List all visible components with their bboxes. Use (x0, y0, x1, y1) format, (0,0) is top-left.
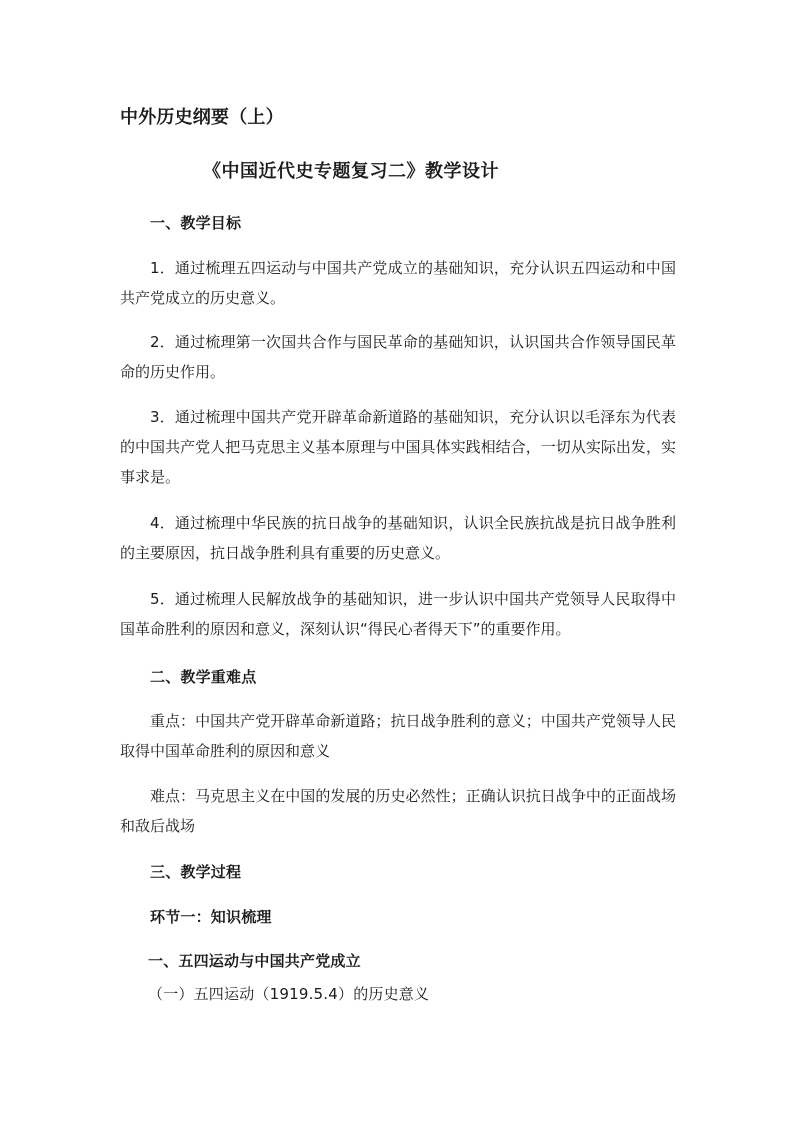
key-points: 重点：中国共产党开辟革命新道路；抗日战争胜利的意义；中国共产党领导人民取得中国革命胜利的原因和意义 (120, 712, 676, 760)
goal-item-2: 2．通过梳理第一次国共合作与国民革命的基础知识，认识国共合作领导国民革命的历史作用。 (120, 333, 676, 381)
goal-item-5: 5．通过梳理人民解放战争的基础知识，进一步认识中国共产党领导人民取得中国革命胜利的原因和意义，深刻认识“得民心者得天下”的重要作用。 (120, 590, 676, 638)
difficult-points: 难点：马克思主义在中国的发展的历史必然性；正确认识抗日战争中的正面战场和敌后战场 (120, 787, 676, 835)
goal-item-1: 1．通过梳理五四运动与中国共产党成立的基础知识，充分认识五四运动和中国共产党成立的历史意义。 (120, 259, 676, 307)
topic-heading: 一、五四运动与中国共产党成立 (148, 952, 361, 970)
goal-item-4: 4．通过梳理中华民族的抗日战争的基础知识，认识全民族抗战是抗日战争胜利的主要原因，抗日战争胜利具有重要的历史意义。 (120, 514, 676, 562)
document-title: 《中国近代史专题复习二》教学设计 (203, 161, 499, 182)
section-heading-key-difficult-points: 二、教学重难点 (150, 668, 257, 686)
section-heading-teaching-goals: 一、教学目标 (150, 214, 242, 232)
subtopic-heading: （一）五四运动（1919.5.4）的历史意义 (148, 985, 430, 1003)
goal-item-3: 3．通过梳理中国共产党开辟革命新道路的基础知识，充分认识以毛泽东为代表的中国共产党人把马克思主义基本原理与中国具体实践相结合，一切从实际出发，实事求是。 (120, 408, 676, 486)
series-title: 中外历史纲要（上） (120, 107, 284, 128)
section-heading-teaching-process: 三、教学过程 (150, 863, 242, 881)
stage-heading: 环节一：知识梳理 (150, 908, 272, 926)
